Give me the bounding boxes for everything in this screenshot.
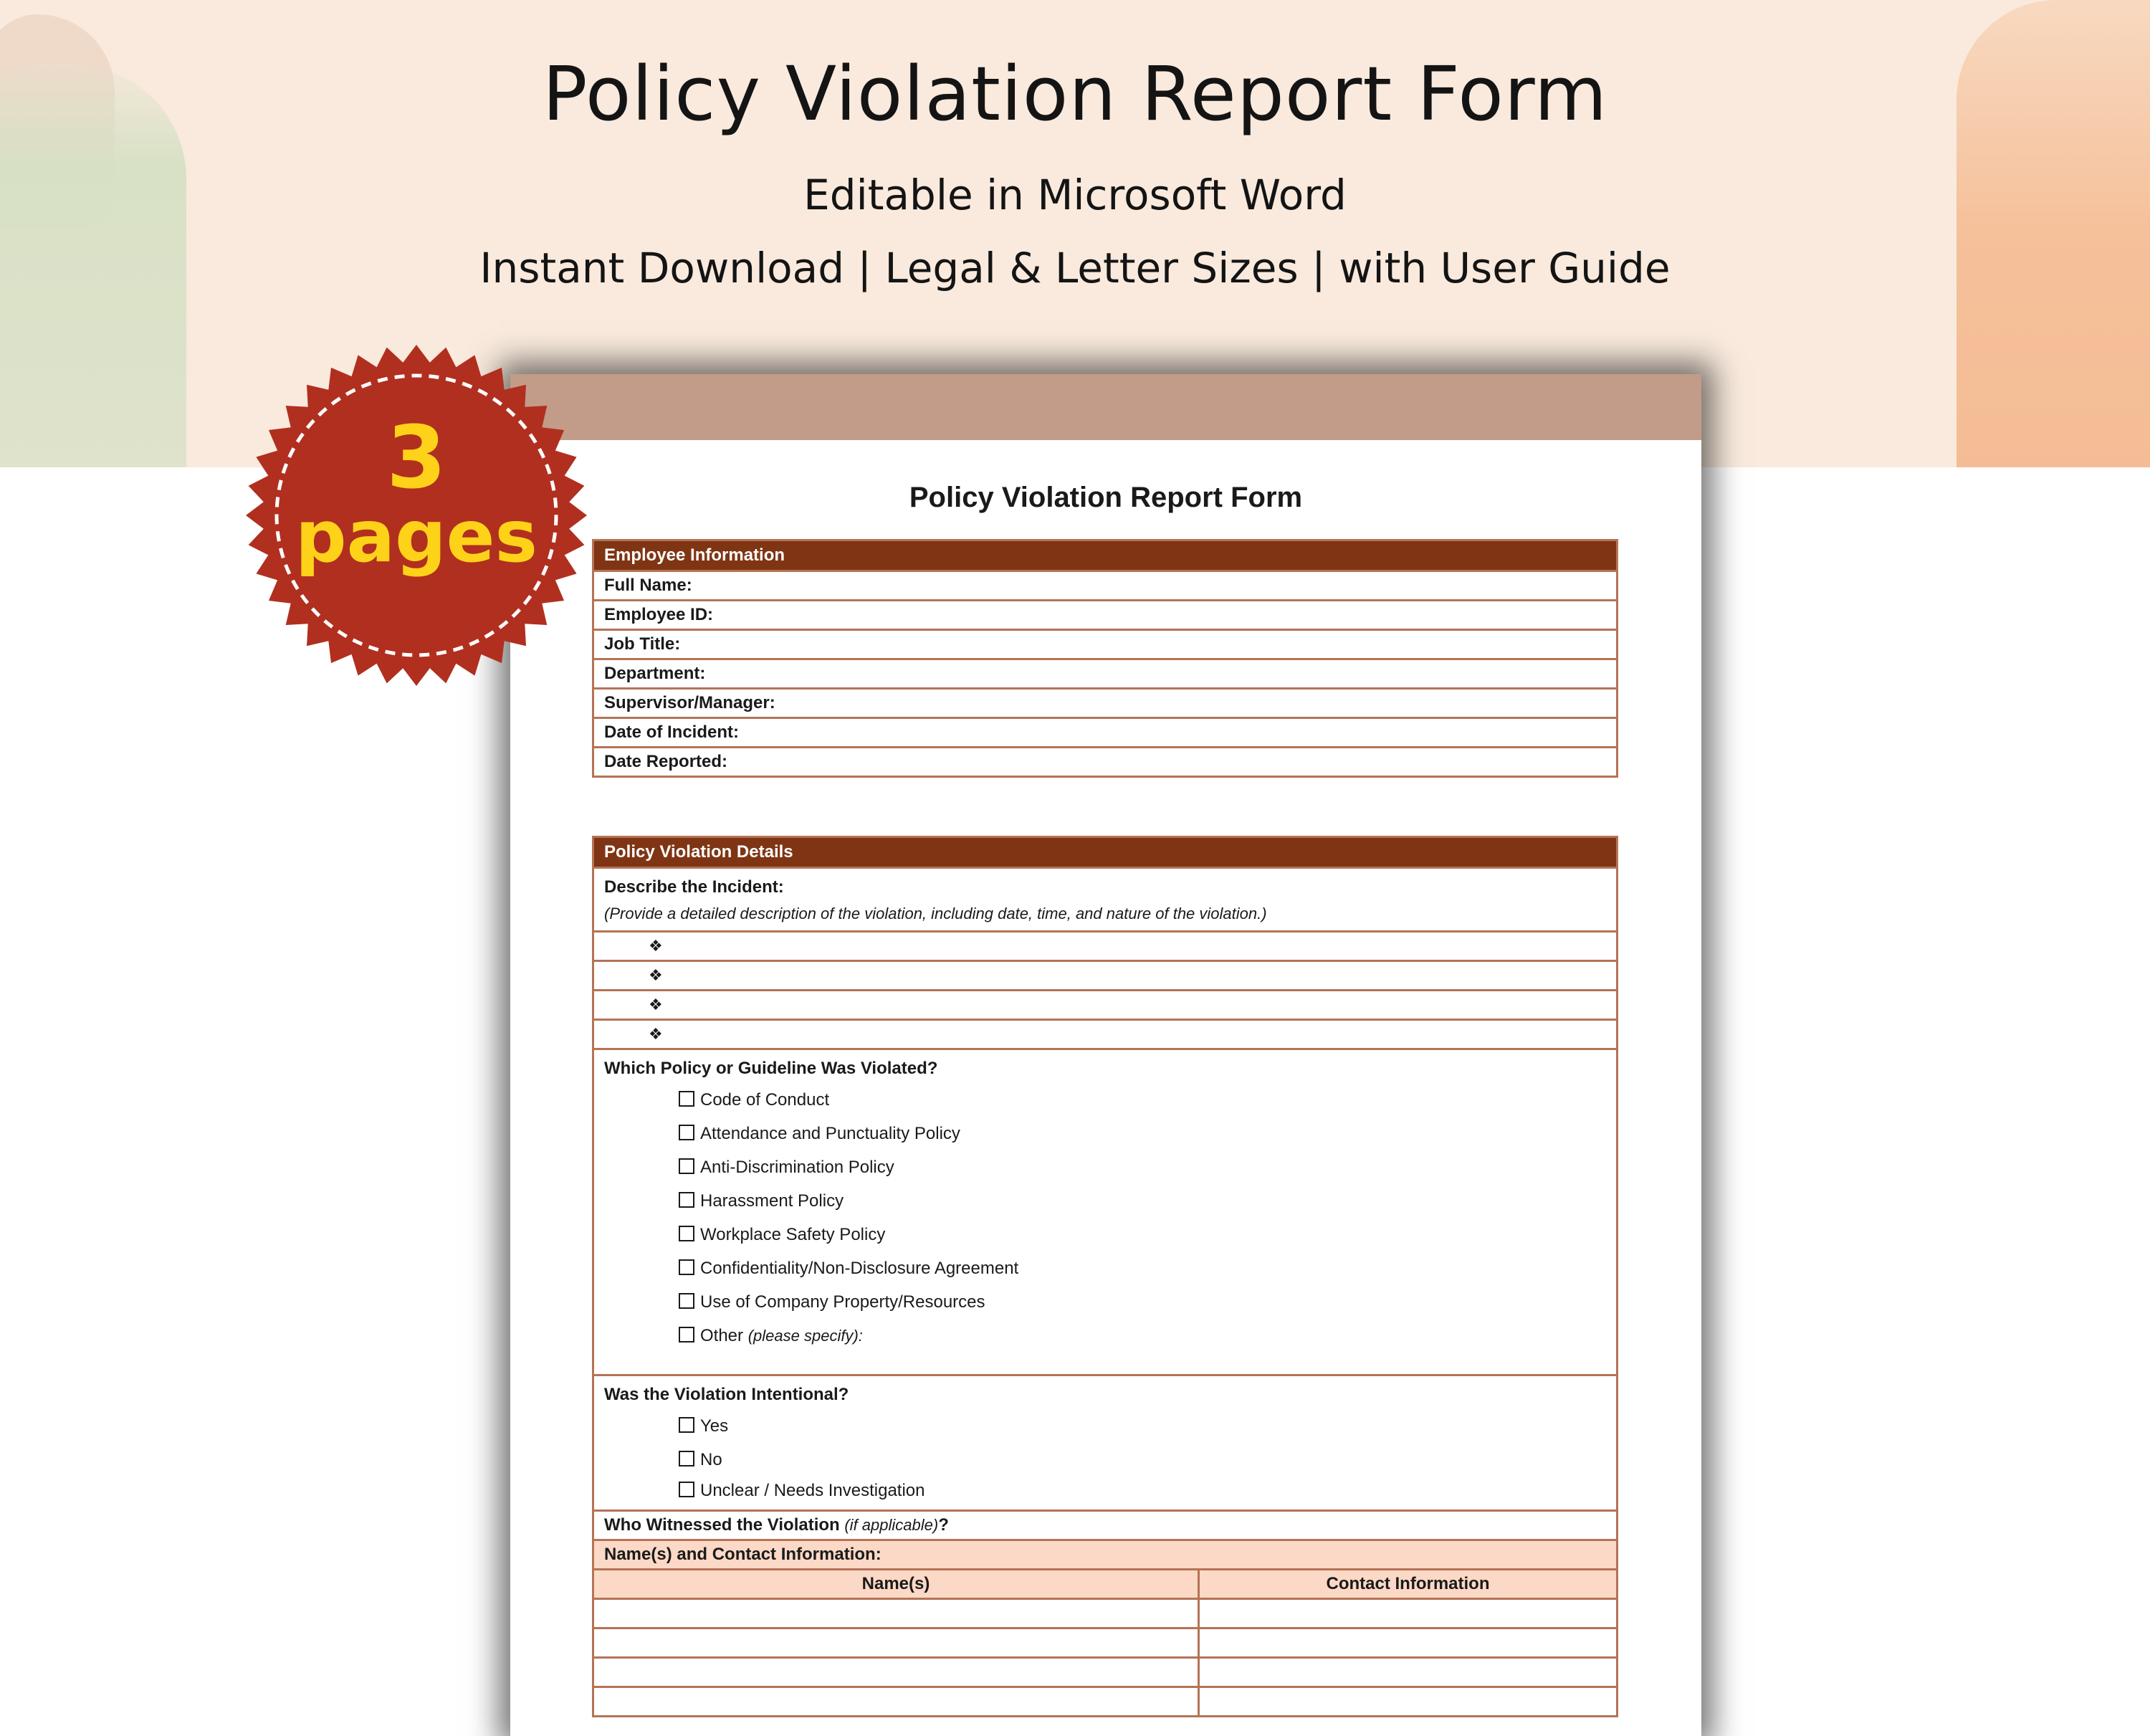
witness-hint: (if applicable) bbox=[844, 1516, 939, 1534]
section-header-details: Policy Violation Details bbox=[593, 837, 1618, 868]
incident-bullet-line-1[interactable]: ❖ bbox=[593, 932, 1618, 961]
checkbox-icon[interactable] bbox=[679, 1125, 694, 1140]
witness-cell[interactable] bbox=[593, 1511, 1618, 1540]
checkbox-icon[interactable] bbox=[679, 1293, 694, 1309]
option-yes[interactable]: Yes bbox=[604, 1409, 1606, 1443]
policy-question: Which Policy or Guideline Was Violated? bbox=[604, 1059, 938, 1078]
contact-info-label: Name(s) and Contact Information: bbox=[593, 1540, 1618, 1570]
option-workplace-safety[interactable]: Workplace Safety Policy bbox=[604, 1218, 1606, 1251]
other-hint: (please specify): bbox=[747, 1327, 863, 1345]
option-code-of-conduct[interactable]: Code of Conduct bbox=[604, 1083, 1606, 1117]
field-department[interactable]: Department: bbox=[593, 659, 1618, 689]
checkbox-icon[interactable] bbox=[679, 1451, 694, 1466]
contact-cell[interactable] bbox=[1199, 1658, 1618, 1687]
column-header-names: Name(s) bbox=[593, 1570, 1199, 1599]
field-date-of-incident[interactable]: Date of Incident: bbox=[593, 718, 1618, 748]
badge-number: 3 bbox=[386, 409, 446, 508]
contact-cell[interactable] bbox=[1199, 1599, 1618, 1628]
option-other[interactable]: Other (please specify): bbox=[604, 1319, 1606, 1353]
banner-subtitle: Editable in Microsoft Word bbox=[803, 171, 1347, 219]
field-supervisor[interactable]: Supervisor/Manager: bbox=[593, 689, 1618, 718]
checkbox-icon[interactable] bbox=[679, 1091, 694, 1107]
intent-question: Was the Violation Intentional? bbox=[604, 1385, 849, 1404]
name-cell[interactable] bbox=[593, 1687, 1199, 1717]
field-job-title[interactable]: Job Title: bbox=[593, 630, 1618, 659]
describe-incident-label: Describe the Incident: bbox=[604, 877, 784, 897]
describe-incident-hint: (Provide a detailed description of the violation, including date, time, and nature of the violation.) bbox=[604, 905, 1267, 922]
option-attendance[interactable]: Attendance and Punctuality Policy bbox=[604, 1117, 1606, 1150]
option-unclear[interactable]: Unclear / Needs Investigation bbox=[604, 1477, 1606, 1505]
document-preview bbox=[510, 374, 1701, 1736]
document-header-bar bbox=[510, 374, 1701, 440]
option-confidentiality[interactable]: Confidentiality/Non-Disclosure Agreement bbox=[604, 1251, 1606, 1285]
document-title: Policy Violation Report Form bbox=[909, 482, 1303, 513]
table-row bbox=[593, 1687, 1618, 1717]
checkbox-icon[interactable] bbox=[679, 1192, 694, 1208]
field-employee-id[interactable]: Employee ID: bbox=[593, 601, 1618, 630]
option-anti-discrimination[interactable]: Anti-Discrimination Policy bbox=[604, 1150, 1606, 1184]
contact-cell[interactable] bbox=[1199, 1687, 1618, 1717]
badge-word: pages bbox=[295, 495, 538, 578]
checkbox-icon[interactable] bbox=[679, 1482, 694, 1497]
field-full-name[interactable]: Full Name: bbox=[593, 571, 1618, 601]
checkbox-icon[interactable] bbox=[679, 1259, 694, 1275]
policy-violated-cell bbox=[593, 1049, 1618, 1375]
field-date-reported[interactable]: Date Reported: bbox=[593, 748, 1618, 777]
table-row bbox=[593, 1628, 1618, 1658]
witness-suffix: ? bbox=[938, 1515, 949, 1535]
section-header-employee: Employee Information bbox=[593, 540, 1618, 571]
policy-violation-details-table bbox=[592, 836, 1618, 1717]
name-cell[interactable] bbox=[593, 1599, 1199, 1628]
employee-information-table bbox=[592, 539, 1618, 778]
table-row bbox=[593, 1599, 1618, 1628]
describe-incident-cell[interactable] bbox=[593, 868, 1618, 932]
incident-bullet-line-4[interactable]: ❖ bbox=[593, 1020, 1618, 1049]
banner-features: Instant Download | Legal & Letter Sizes | with User Guide bbox=[479, 244, 1671, 292]
banner-title: Policy Violation Report Form bbox=[542, 50, 1608, 138]
column-header-contact: Contact Information bbox=[1199, 1570, 1618, 1599]
option-harassment[interactable]: Harassment Policy bbox=[604, 1184, 1606, 1218]
incident-bullet-line-2[interactable]: ❖ bbox=[593, 961, 1618, 991]
witness-label: Who Witnessed the Violation bbox=[604, 1515, 840, 1535]
option-no[interactable]: No bbox=[604, 1443, 1606, 1477]
checkbox-icon[interactable] bbox=[679, 1226, 694, 1241]
contact-cell[interactable] bbox=[1199, 1628, 1618, 1658]
name-cell[interactable] bbox=[593, 1658, 1199, 1687]
option-company-property[interactable]: Use of Company Property/Resources bbox=[604, 1285, 1606, 1319]
checkbox-icon[interactable] bbox=[679, 1158, 694, 1174]
intentional-cell bbox=[593, 1375, 1618, 1511]
table-row bbox=[593, 1658, 1618, 1687]
checkbox-icon[interactable] bbox=[679, 1327, 694, 1342]
incident-bullet-line-3[interactable]: ❖ bbox=[593, 991, 1618, 1020]
checkbox-icon[interactable] bbox=[679, 1417, 694, 1433]
name-cell[interactable] bbox=[593, 1628, 1199, 1658]
